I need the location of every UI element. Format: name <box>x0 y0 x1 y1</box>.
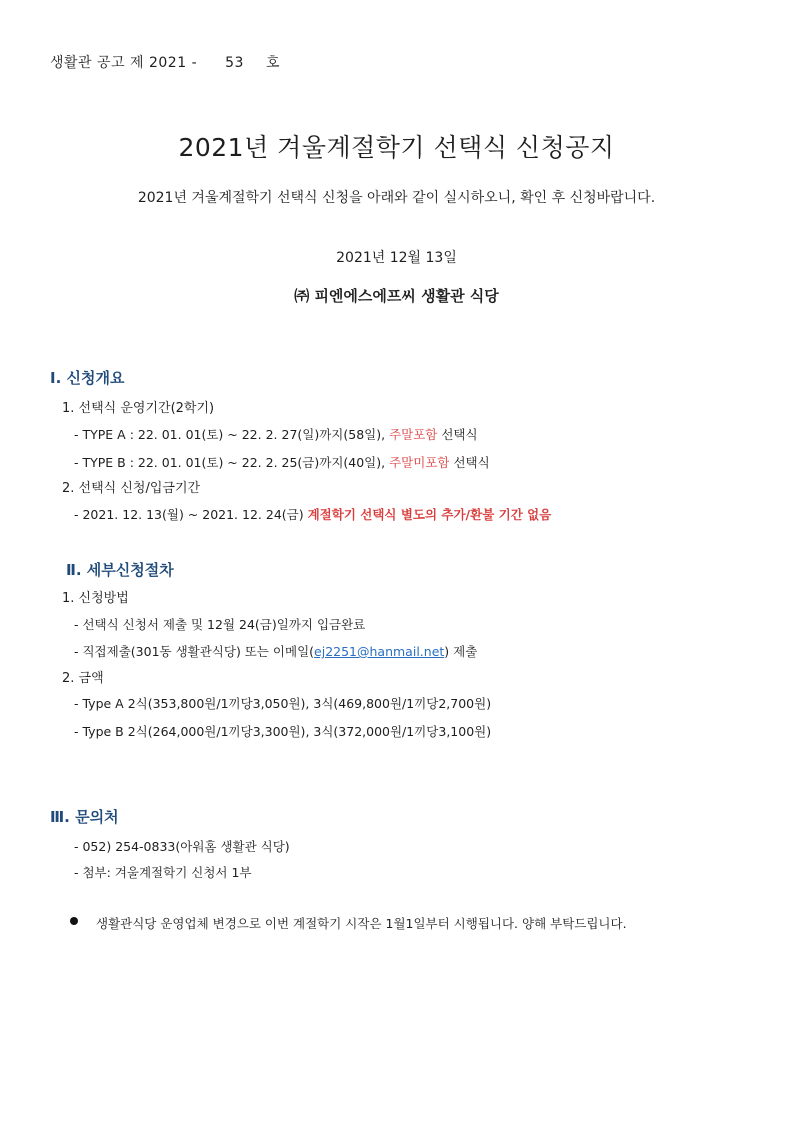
period-warning: 계절학기 선택식 별도의 추가/환불 기간 없음 <box>307 507 552 522</box>
s2-price-type-b: - Type B 2식(264,000원/1끼당3,300원), 3식(372,000원/1끼당3,100원) <box>74 724 492 739</box>
section-1-heading: Ⅰ. 신청개요 <box>50 369 125 387</box>
notice-number-line <box>50 52 280 72</box>
s2-submit-line: - 선택식 신청서 제출 및 12월 24(금)일까지 입금완료 <box>74 617 366 632</box>
notice-prefix: 생활관 공고 제 2021 - <box>50 55 198 71</box>
type-b-suffix: 선택식 <box>453 455 490 470</box>
type-a-suffix: 선택식 <box>441 427 478 442</box>
s2-item-method: 1. 신청방법 <box>62 591 129 606</box>
organization-name: ㈜ 피엔에스에프씨 생활관 식당 <box>294 287 499 305</box>
notice-date: 2021년 12월 13일 <box>336 250 457 266</box>
s1-item-apply-period: 2. 선택식 신청/입금기간 <box>62 481 201 496</box>
s1-period-line <box>74 505 551 523</box>
type-a-highlight: 주말포함 <box>389 427 438 442</box>
page-title: 2021년 겨울계절학기 선택식 신청공지 <box>178 133 615 162</box>
type-b-text: - TYPE B : 22. 01. 01(토) ~ 22. 2. 25(금)까지(40일), <box>74 455 386 470</box>
s2-contact-line <box>74 642 477 660</box>
s1-type-a-line <box>74 425 478 443</box>
s3-attachment-line: - 첨부: 겨울계절학기 신청서 1부 <box>74 865 252 880</box>
intro-text: 2021년 겨울계절학기 선택식 신청을 아래와 같이 실시하오니, 확인 후 신청바랍니다. <box>137 190 656 206</box>
footnote-text: 생활관식당 운영업체 변경으로 이번 계절학기 시작은 1월1일부터 시행됩니다. 양해 부탁드립니다. <box>96 916 627 931</box>
type-a-text: - TYPE A : 22. 01. 01(토) ~ 22. 2. 27(일)까지(58일), <box>74 427 386 442</box>
submit-method-text: - 직접제출(301동 생활관식당) 또는 이메일( <box>74 644 315 659</box>
submit-method-suffix: ) 제출 <box>444 644 478 659</box>
s1-type-b-line <box>74 453 490 471</box>
type-b-highlight: 주말미포함 <box>389 455 450 470</box>
s2-item-price: 2. 금액 <box>62 671 104 686</box>
section-3-heading: Ⅲ. 문의처 <box>50 808 119 826</box>
email-link[interactable]: ej2251@hanmail.net <box>314 644 445 659</box>
bullet-dot-icon <box>70 917 78 925</box>
s2-price-type-a: - Type A 2식(353,800원/1끼당3,050원), 3식(469,800원/1끼당2,700원) <box>74 696 492 711</box>
s1-item-operation-period: 1. 선택식 운영기간(2학기) <box>62 401 215 416</box>
period-text: - 2021. 12. 13(월) ~ 2021. 12. 24(금) <box>74 507 304 522</box>
section-2-heading: Ⅱ. 세부신청절차 <box>66 561 174 579</box>
notice-suffix: 호 <box>265 55 280 71</box>
s3-phone-line: - 052) 254-0833(아워홈 생활관 식당) <box>74 839 290 854</box>
notice-number: 53 <box>225 55 244 71</box>
